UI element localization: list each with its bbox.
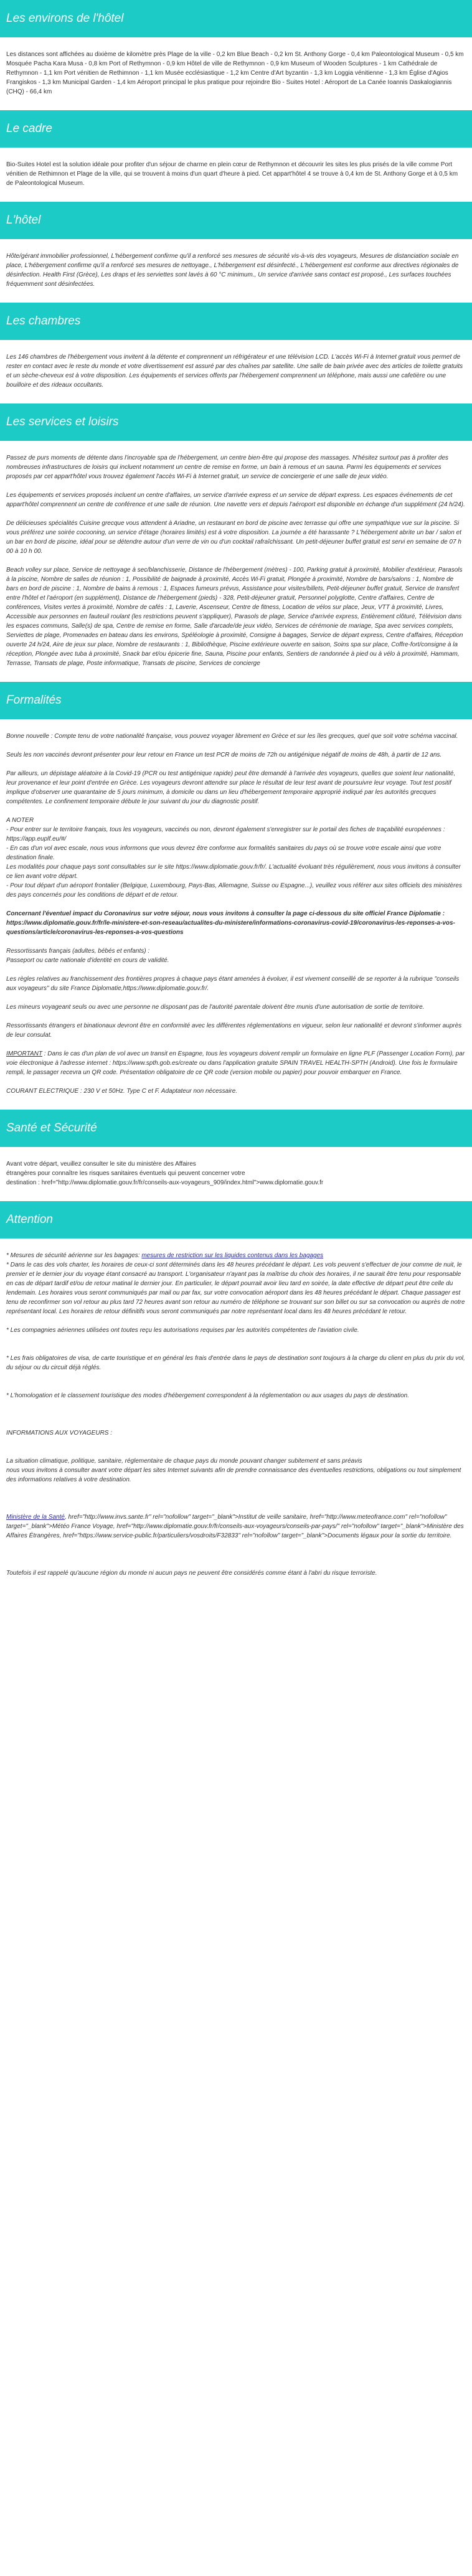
- ressortissants-line: Passeport ou carte nationale d'identité en cours de validité.: [6, 957, 169, 964]
- sites-list-text: , href="http://www.invs.sante.fr" rel="nofollow" target="_blank">Institut de veille sanitaire, href="http://www.meteofrance.com" rel="nofollow" target="_blank">Météo France Voyage, href="http://www.diplomatie.gouv.fr/fr/conseils-aux-voyageurs/conseils-par-pays/" rel="nofollow" target="_blank">Ministère des Affaires Étrangères, href="https://www.service-public.fr/particuliers/vosdroits/F32833" rel="nofollow" target="_blank">Documents légaux pour la sortie du territoire.: [6, 1514, 464, 1539]
- note-line: - En cas d'un vol avec escale, nous vous informons que vous devrez être conforme aux formalités sanitaires du pays où se trouve votre escale ainsi que votre destination finale.: [6, 845, 441, 861]
- attention-horaires: * Dans le cas des vols charter, les horaires de ceux-ci sont déterminés dans les 48 heures précédant le départ. Les vols peuvent s'effectuer de jour comme de nuit, le premier et le dernier jour du voyage étant consacré au transport. L'organisateur n'ayant pas la maîtrise du choix des horaires, il ne saurait être tenu pour responsable en cas de départ tardif et/ou de retour matinal le dernier jour. En particulier, le départ pourrait avoir lieu tard en soirée, la date effective de départ peut être celle du lendemain. Les horaires vous seront communiqués par mail ou par fax, sur votre convocation aéroport dans les 48 heures précédant le départ. Chaque passager est tenu de reconfirmer son vol retour au plus tard 72 heures avant son retour au numéro de téléphone se trouvant sur son billet ou sur sa convocation ou auprès de notre représentant local. Les horaires de retour définitifs vous seront communiqués par notre représentant local dans les 48 heures précédant le retour.: [6, 1262, 465, 1315]
- formalites-important: [6, 1049, 466, 1077]
- section-body-services: [0, 441, 472, 682]
- section-title-attention: Attention: [0, 1201, 472, 1238]
- ressortissants-line: Ressortissants français (adultes, bébés et enfants) :: [6, 948, 150, 955]
- attention-baggage: [6, 1251, 466, 1260]
- formalites-courant: COURANT ELECTRIQUE : 230 V et 50Hz. Type C et F. Adaptateur non nécessaire.: [6, 1088, 238, 1095]
- section-attention: [0, 1201, 472, 1592]
- baggage-prefix: * Mesures de sécurité aérienne sur les bagages:: [6, 1252, 142, 1259]
- attention-infos-title: INFORMATIONS AUX VOYAGEURS :: [6, 1430, 113, 1437]
- ministere-sante-link[interactable]: Ministère de la Santé: [6, 1514, 65, 1521]
- services-spa-text: Passez de purs moments de détente dans l'incroyable spa de l'hébergement, un centre bien-être qui propose des massages. N'hésitez surtout pas à profiter des nombreuses infrastructures de loisirs qui incluent notamment un centre de remise en forme, un bain à remous et un sauna. Parmi les équipements et services proposés par cet appart'hôtel vous trouvez également l'accès Wi-Fi à Internet gratuit, un service de conciergerie et une salle de jeux vidéo.: [6, 455, 449, 480]
- services-business-text: Les équipements et services proposés incluent un centre d'affaires, un service d'arrivée express et un service de départ express. Les espaces événements de cet appart'hôtel comprennent un centre de conférence et une salle de réunion. Une navette vers et depuis l'aéroport est disponible en échange d'un supplément (24 h/24).: [6, 492, 465, 508]
- section-chambres: [0, 303, 472, 403]
- section-formalites: [0, 682, 472, 1110]
- section-title-environs: Les environs de l'hôtel: [0, 0, 472, 37]
- section-body-formalites: [0, 719, 472, 1110]
- important-text: : Dans le cas d'un plan de vol avec un transit en Espagne, tous les voyageurs doivent remplir un formulaire en ligne PLF (Passenger Location Form), par voie électronique à l'adresse internet : https://www.spth.gob.es/create ou dans l'application gratuite SPAIN TRAVEL HEALTH-SPTH (Android). Une fois le formulaire rempli, le passager recevra un QR code. Présentation obligatoire de ce QR code (version mobile ou papier) pour pouvoir embarquer en France.: [6, 1050, 465, 1076]
- section-body-environs: [0, 37, 472, 110]
- section-body-sante: [0, 1147, 472, 1201]
- attention-sites: [6, 1512, 466, 1540]
- section-cadre: [0, 110, 472, 202]
- section-body-cadre: [0, 148, 472, 202]
- attention-situation: La situation climatique, politique, sanitaire, réglementaire de chaque pays du monde pouvant changer subitement et sans préavis nous vous invitons à consulter avant votre départ les sites Internet suivants afin de prendre connaissance des éventuelles restrictions, obligations ou tout simplement des informations relatives à votre destination.: [6, 1458, 461, 1483]
- section-title-sante: Santé et Sécurité: [0, 1110, 472, 1147]
- section-sante: [0, 1110, 472, 1201]
- section-hotel: [0, 202, 472, 303]
- note-line: - Pour entrer sur le territoire français, tous les voyageurs, vaccinés ou non, devront également s'enregistrer sur le portail des fiches de traçabilité européennes : https://app.euplf.eu/#/: [6, 826, 445, 842]
- attention-homologation: * L'homologation et le classement touristique des modes d'hébergement correspondent à la réglementation ou aux usages du pays de destination.: [6, 1392, 410, 1399]
- formalites-coronavirus-info: Concernant l'éventuel impact du Coronavirus sur votre séjour, nous vous invitons à consulter la page ci-dessous du site officiel France Diplomatie : https://www.diplomatie.gouv.fr/fr/le-ministere-et-son-reseau/actualites-du-ministere/informations-coronavirus-covid-19/coronavirus-les-reponses-a-vos-questions/article/coronavirus-les-reponses-a-vos-questions: [6, 910, 455, 936]
- sante-line: Avant votre départ, veuillez consulter le site du ministère des Affaires: [6, 1161, 196, 1168]
- section-title-services: Les services et loisirs: [0, 403, 472, 441]
- formalites-mineurs: Les mineurs voyageant seuls ou avec une personne ne disposant pas de l'autorité parentale doivent être munis d'une autorisation de sortie de territoire.: [6, 1004, 425, 1011]
- cadre-text: Bio-Suites Hotel est la solution idéale pour profiter d'un séjour de charme en plein cœur de Rethymnon et découvrir les sites les plus prisés de la ville comme Port vénitien de Rethimnon et Plage de la ville, qui se trouvent à moins d'un quart d'heure à pied. Cet appart'hôtel 4 se trouve à 0,4 km de St. Anthony Gorge et à 0,5 km de Paleontological Museum.: [6, 161, 458, 187]
- formalites-screening: Par ailleurs, un dépistage aléatoire à la Covid-19 (PCR ou test antigénique rapide) peut être demandé à l'arrivée des voyageurs, quelles que soient leur nationalité, leur provenance et leur point d'entrée en Grèce. Les voyageurs devront attendre sur place le résultat de leur test avant de poursuivre leur voyage. Tout test positif implique d'observer une quarantaine de 5 jours minimum, à domicile ou dans un lieu d'hébergement temporaire approprié indiqué par les autorités grecques compétentes. Le confinement temporaire débute le jour suivant du jour du diagnostic positif.: [6, 770, 456, 805]
- section-services: [0, 403, 472, 682]
- section-title-cadre: Le cadre: [0, 110, 472, 148]
- section-environs: [0, 0, 472, 110]
- section-body-chambres: [0, 340, 472, 403]
- services-restaurant-text: De délicieuses spécialités Cuisine grecque vous attendent à Ariadne, un restaurant en bord de piscine avec terrasse qui offre une sympathique vue sur la piscine. Si vous préférez une soirée cocooning, un service d'étage (horaires limités) est à votre disposition. La journée a été harassante ? L'hébergement abrite un bar / salon et un bar en bord de piscine, idéal pour se détendre autour d'un verre de vin ou d'un cocktail rafraîchissant. Un petit-déjeuner buffet gratuit est servi en semaine de 07 h 00 à 10 h 00.: [6, 520, 461, 555]
- formalites-etrangers: Ressortissants étrangers et binationaux devront être en conformité avec les différentes réglementations en vigueur, selon leur nationalité et devront s'informer auprès de leur consulat.: [6, 1022, 462, 1039]
- attention-frais: * Les frais obligatoires de visa, de carte touristique et en général les frais d'entrée dans le pays de destination sont toujours à la charge du client en plus du prix du vol, du séjour ou du circuit déjà réglés.: [6, 1355, 465, 1371]
- section-title-hotel: L'hôtel: [0, 202, 472, 239]
- formalites-intro: Bonne nouvelle : Compte tenu de votre nationalité française, vous pouvez voyager librement en Grèce et sur les îles grecques, quel que soit votre schéma vaccinal.: [6, 733, 458, 740]
- formalites-ressortissants: [6, 946, 466, 965]
- attention-terrorisme: Toutefois il est rappelé qu'aucune région du monde ni aucun pays ne peuvent être considérés comme étant à l'abri du risque terroriste.: [6, 1570, 377, 1577]
- liquids-restriction-link[interactable]: mesures de restriction sur les liquides contenus dans les bagages: [141, 1252, 324, 1259]
- formalites-regles: Les règles relatives au franchissement des frontières propres à chaque pays étant amenées à évoluer, il est vivement conseillé de se reporter à la rubrique "conseils aux voyageurs" du site France Diplomatie,https://www.diplomatie.gouv.fr/.: [6, 976, 460, 992]
- sante-line: destination : href="http://www.diplomatie.gouv.fr/fr/conseils-aux-voyageurs_909/index.html">www.diplomatie.gouv.fr: [6, 1179, 324, 1186]
- section-body-hotel: [0, 239, 472, 303]
- environs-text: Les distances sont affichées au dixième de kilomètre près Plage de la ville - 0,2 km Blue Beach - 0,2 km St. Anthony Gorge - 0,4 km Paleontological Museum - 0,5 km Mosquée Pacha Kara Musa - 0,8 km Port of Rethymnon - 0,9 km Hôtel de ville de Rethymnon - 0,9 km Museum of Wooden Sculptures - 1 km Cathédrale de Rethymnon - 1,1 km Port vénitien de Rethimnon - 1,1 km Musée ecclésiastique - 1,2 km Centre d'Art byzantin - 1,3 km Loggia vénitienne - 1,3 km Église d'Agios Frangiskos - 1,3 km Municipal Garden - 1,4 km Aéroport principal le plus pratique pour rejoindre Bio - Suites Hotel : Aéroport de La Canée Ioannis Daskalogiannis (CHQ) - 66,4 km: [6, 51, 464, 95]
- important-label: IMPORTANT: [6, 1050, 42, 1057]
- services-amenities-list: Beach volley sur place, Service de nettoyage à sec/blanchisserie, Distance de l'hébergement (mètres) - 100, Parking gratuit à proximité, Mobilier d'extérieur, Parasols à la piscine, Nombre de salles de réunion : 1, Possibilité de baignade à proximité, Accès Wi-Fi gratuit, Plongée à proximité, Nombre de bars/salons : 1, Nombre de bars en bord de piscine : 1, Nombre de bains à remous : 1, Espaces fumeurs prévus, Assistance pour visites/billets, Petit-déjeuner buffet gratuit, Service de transfert entre l'hôtel et l'aéroport (en supplément), Distance de l'hébergement (pieds) - 328, Petit-déjeuner gratuit, Personnel polyglotte, Centre d'affaires, Centre de conférences, Visites vertes à proximité, Nombre de cafés : 1, Laverie, Ascenseur, Centre de fitness, Location de vélos sur place, Jeux, VTT à proximité, Livres, Accessible aux personnes en fauteuil roulant (les restrictions peuvent s'appliquer), Parasols de plage, Service d'arrivée express, Entièrement clôturé, Télévision dans les espaces communs, Salle(s) de spa, Centre de remise en forme, Salle d'arcade/de jeux vidéo, Services de cérémonie de mariage, Spa avec services complets, Serviettes de plage, Promenades en bateau dans les environs, Spéléologie à proximité, Consigne à bagages, Service de départ express, Centre d'affaires, Réception ouverte 24 h/24, Aire de jeux sur place, Nombre de restaurants : 1, Bibliothèque, Piscine extérieure ouverte en saison, Soins spa sur place, Coffre-fort/consigne à la réception, Plongée avec tuba à proximité, Snack bar et/ou épicerie fine, Sauna, Piscine pour enfants, Sentiers de randonnée à pied ou à vélo à proximité, Hammam, Terrasse, Transats de plage, Poste informatique, Transats de piscine, Services de concierge: [6, 567, 463, 667]
- sante-line: étrangères pour connaître les risques sanitaires éventuels qui peuvent concerner votre: [6, 1170, 245, 1177]
- section-title-formalites: Formalités: [0, 682, 472, 719]
- formalites-note: [6, 816, 466, 900]
- section-body-attention: [0, 1238, 472, 1592]
- sante-text: [6, 1159, 466, 1187]
- attention-compagnies: * Les compagnies aériennes utilisées ont toutes reçu les autorisations requises par les autorités compétentes de l'aviation civile.: [6, 1327, 359, 1334]
- chambres-text: Les 146 chambres de l'hébergement vous invitent à la détente et comprennent un réfrigérateur et une télévision LCD. L'accès Wi-Fi à Internet gratuit vous permet de rester en contact avec le reste du monde et votre divertissement est assuré par des chaînes par satellite. Une salle de bain privée avec des articles de toilette gratuits et un sèche-cheveux est à votre disposition. Les équipements et services offerts par l'hébergement comprennent un téléphone, mais aussi une cafetière ou une bouilloire et des rideaux occultants.: [6, 354, 463, 389]
- hotel-text: Hôte/gérant immobilier professionnel, L'hébergement confirme qu'il a renforcé ses mesures de sécurité vis-à-vis des voyageurs, Mesures de distanciation sociale en place, L'hébergement confirme qu'il a renforcé ses mesures de nettoyage., L'hébergement est désinfecté., L'hébergement est conforme aux directives régionales de désinfection. Health First (Grèce), Les draps et les serviettes sont lavés à 60 °C minimum., Un service d'arrivée sans contact est proposé., Les surfaces touchées fréquemment sont désinfectées.: [6, 253, 459, 288]
- formalites-test-requirement: Seuls les non vaccinés devront présenter pour leur retour en France un test PCR de moins de 72h ou antigénique négatif de moins de 48h, à partir de 12 ans.: [6, 752, 442, 758]
- note-title: A NOTER: [6, 817, 34, 824]
- note-line: - Pour tout départ d'un aéroport frontalier (Belgique, Luxembourg, Pays-Bas, Allemagne, Suisse ou Espagne...), veuillez vous référer aux sites officiels des ministères des pays concernés pour les conditions de départ et de retour.: [6, 882, 462, 899]
- note-line: Les modalités pour chaque pays sont consultables sur le site https://www.diplomatie.gouv.fr/fr/. L'actualité évoluant très régulièrement, nous vous invitons à consulter ce lien avant votre départ.: [6, 864, 461, 880]
- section-title-chambres: Les chambres: [0, 303, 472, 340]
